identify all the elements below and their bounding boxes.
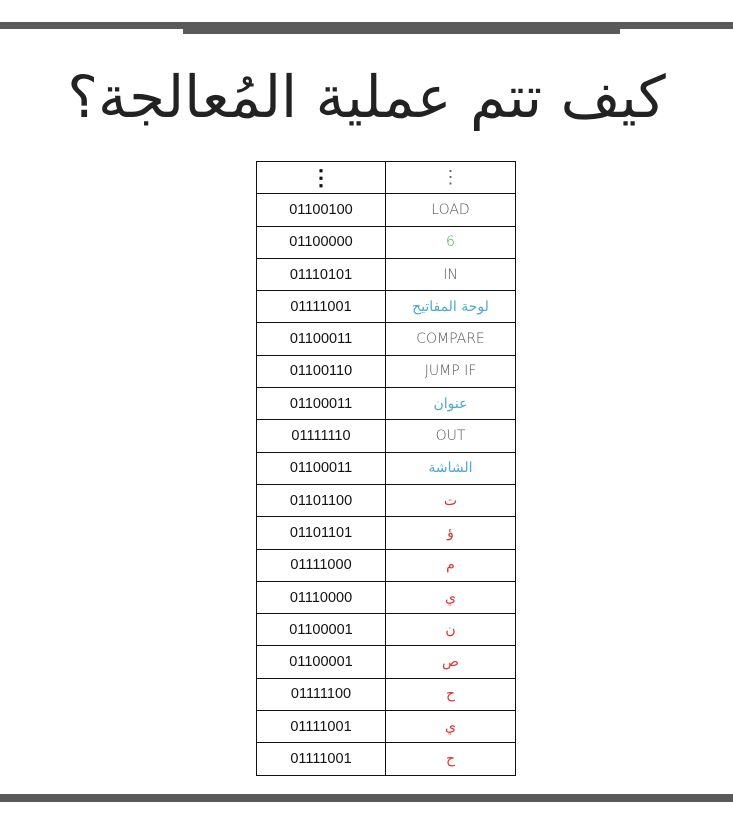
instruction-cell: ص <box>386 646 516 678</box>
table-row <box>257 711 516 743</box>
binary-code-cell: 01100000 <box>257 226 386 258</box>
binary-code-cell: 01100100 <box>257 194 386 226</box>
binary-code-cell: 01110000 <box>257 581 386 613</box>
instruction-cell: LOAD <box>386 194 516 226</box>
instruction-cell: OUT <box>386 420 516 452</box>
bottom-divider-bar <box>0 794 733 802</box>
instruction-cell: ت <box>386 484 516 516</box>
binary-code-cell: 01111001 <box>257 711 386 743</box>
top-accent-bar <box>183 29 620 34</box>
table-row <box>257 258 516 290</box>
binary-code-cell: 01100011 <box>257 452 386 484</box>
table-row <box>257 517 516 549</box>
binary-code-cell: 01100110 <box>257 355 386 387</box>
header-instruction-ellipsis: ⋮ <box>386 162 516 194</box>
instruction-cell: 6 <box>386 226 516 258</box>
instruction-cell: ح <box>386 743 516 775</box>
instruction-cell: عنوان <box>386 388 516 420</box>
binary-code-cell: 01111100 <box>257 678 386 710</box>
instruction-cell: ؤ <box>386 517 516 549</box>
table-row <box>257 646 516 678</box>
table-row <box>257 614 516 646</box>
instruction-cell: م <box>386 549 516 581</box>
binary-code-cell: 01100001 <box>257 614 386 646</box>
instruction-cell: JUMP IF <box>386 355 516 387</box>
table-row <box>257 484 516 516</box>
binary-code-cell: 01101101 <box>257 517 386 549</box>
instruction-cell: ن <box>386 614 516 646</box>
header-binary-ellipsis: ⋮ <box>257 162 386 194</box>
binary-code-cell: 01111110 <box>257 420 386 452</box>
instruction-cell: الشاشة <box>386 452 516 484</box>
binary-code-cell: 01110101 <box>257 258 386 290</box>
table-row <box>257 581 516 613</box>
binary-code-cell: 01111000 <box>257 549 386 581</box>
table-row <box>257 355 516 387</box>
table-row <box>257 452 516 484</box>
table-row <box>257 420 516 452</box>
top-divider-bar <box>0 22 733 29</box>
instruction-cell: ي <box>386 581 516 613</box>
instruction-table <box>256 161 516 776</box>
table-header-row <box>257 162 516 194</box>
table-row <box>257 549 516 581</box>
binary-code-cell: 01100001 <box>257 646 386 678</box>
table-row <box>257 291 516 323</box>
instruction-table-container <box>256 161 516 776</box>
table-row <box>257 194 516 226</box>
binary-code-cell: 01100011 <box>257 388 386 420</box>
instruction-cell: IN <box>386 258 516 290</box>
page-title: كيف تتم عملية المُعالجة؟ <box>67 63 666 131</box>
table-row <box>257 323 516 355</box>
binary-code-cell: 01111001 <box>257 291 386 323</box>
table-row <box>257 678 516 710</box>
binary-code-cell: 01100011 <box>257 323 386 355</box>
instruction-cell: ح <box>386 678 516 710</box>
table-row <box>257 743 516 775</box>
table-row <box>257 226 516 258</box>
instruction-cell: لوحة المفاتيح <box>386 291 516 323</box>
binary-code-cell: 01111001 <box>257 743 386 775</box>
instruction-cell: ي <box>386 711 516 743</box>
instruction-cell: COMPARE <box>386 323 516 355</box>
table-row <box>257 388 516 420</box>
binary-code-cell: 01101100 <box>257 484 386 516</box>
